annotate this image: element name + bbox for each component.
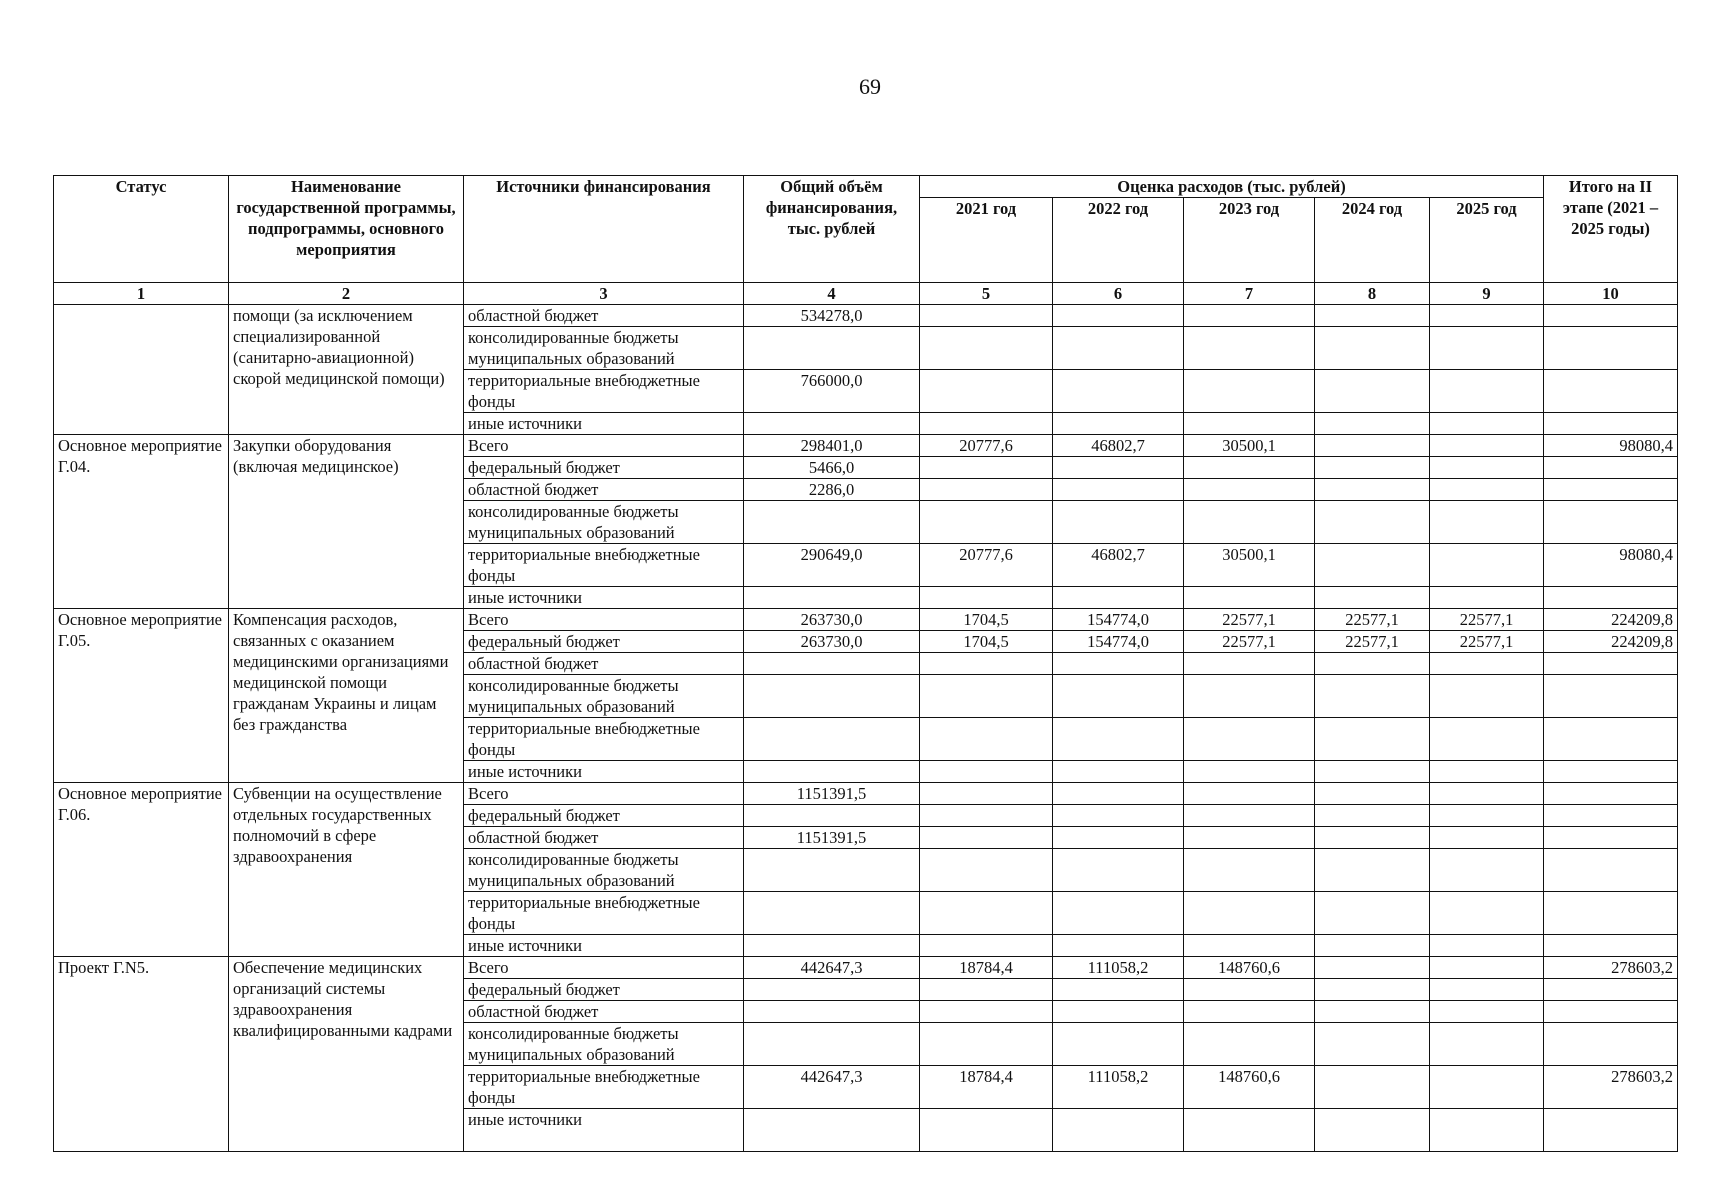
source-cell: иные источники (464, 587, 744, 609)
stage-total-cell (1544, 370, 1678, 413)
stage-total-cell (1544, 1109, 1678, 1152)
header-year-2021: 2021 год (920, 198, 1053, 283)
year-2021-cell (920, 327, 1053, 370)
year-2023-cell (1184, 718, 1315, 761)
stage-total-cell (1544, 892, 1678, 935)
stage-total-cell (1544, 827, 1678, 849)
year-2022-cell (1053, 805, 1184, 827)
program-name-cell: помощи (за исключением специализированной (санитарно-авиационной) скорой медицинской помощи) (229, 305, 464, 435)
year-2024-cell (1315, 805, 1430, 827)
year-2023-cell (1184, 501, 1315, 544)
stage-total-cell (1544, 587, 1678, 609)
year-2023-cell: 148760,6 (1184, 957, 1315, 979)
year-2023-cell (1184, 327, 1315, 370)
year-2023-cell (1184, 979, 1315, 1001)
stage-total-cell (1544, 479, 1678, 501)
year-2023-cell: 30500,1 (1184, 435, 1315, 457)
year-2023-cell (1184, 653, 1315, 675)
year-2025-cell (1430, 587, 1544, 609)
year-2025-cell (1430, 1066, 1544, 1109)
source-cell: консолидированные бюджеты муниципальных образований (464, 501, 744, 544)
year-2024-cell (1315, 457, 1430, 479)
source-cell: областной бюджет (464, 479, 744, 501)
program-name-cell: Компенсация расходов, связанных с оказанием медицинскими организациями медицинской помощи гражданам Украины и лицам без гражданства (229, 609, 464, 783)
year-2021-cell (920, 587, 1053, 609)
year-2021-cell (920, 501, 1053, 544)
stage-total-cell (1544, 805, 1678, 827)
header-estimate: Оценка расходов (тыс. рублей) (920, 176, 1544, 198)
column-number: 4 (744, 283, 920, 305)
stage-total-cell: 278603,2 (1544, 1066, 1678, 1109)
year-2022-cell (1053, 653, 1184, 675)
year-2024-cell: 22577,1 (1315, 631, 1430, 653)
source-cell: консолидированные бюджеты муниципальных образований (464, 1023, 744, 1066)
source-cell: консолидированные бюджеты муниципальных образований (464, 849, 744, 892)
year-2024-cell (1315, 305, 1430, 327)
year-2024-cell (1315, 849, 1430, 892)
year-2023-cell: 22577,1 (1184, 631, 1315, 653)
source-cell: территориальные внебюджетные фонды (464, 718, 744, 761)
source-cell: Всего (464, 957, 744, 979)
stage-total-cell (1544, 675, 1678, 718)
year-2024-cell: 22577,1 (1315, 609, 1430, 631)
column-number: 7 (1184, 283, 1315, 305)
stage-total-cell (1544, 653, 1678, 675)
year-2024-cell (1315, 1066, 1430, 1109)
year-2021-cell (920, 718, 1053, 761)
year-2022-cell (1053, 1001, 1184, 1023)
year-2022-cell (1053, 718, 1184, 761)
year-2025-cell (1430, 935, 1544, 957)
stage-total-cell (1544, 305, 1678, 327)
total-cell: 1151391,5 (744, 783, 920, 805)
page-number: 69 (859, 74, 881, 99)
total-cell (744, 675, 920, 718)
year-2022-cell (1053, 413, 1184, 435)
year-2022-cell (1053, 327, 1184, 370)
year-2022-cell: 154774,0 (1053, 631, 1184, 653)
total-cell (744, 892, 920, 935)
year-2021-cell (920, 305, 1053, 327)
source-cell: федеральный бюджет (464, 457, 744, 479)
year-2023-cell (1184, 370, 1315, 413)
year-2021-cell: 1704,5 (920, 631, 1053, 653)
year-2022-cell (1053, 849, 1184, 892)
year-2021-cell (920, 457, 1053, 479)
year-2021-cell (920, 935, 1053, 957)
year-2022-cell: 111058,2 (1053, 1066, 1184, 1109)
stage-total-cell (1544, 1023, 1678, 1066)
year-2023-cell (1184, 479, 1315, 501)
year-2022-cell (1053, 370, 1184, 413)
year-2024-cell (1315, 544, 1430, 587)
year-2025-cell (1430, 827, 1544, 849)
year-2021-cell: 20777,6 (920, 544, 1053, 587)
stage-total-cell (1544, 501, 1678, 544)
total-cell (744, 979, 920, 1001)
total-cell: 534278,0 (744, 305, 920, 327)
stage-total-cell (1544, 327, 1678, 370)
header-total: Общий объём финансирования, тыс. рублей (744, 176, 920, 283)
source-cell: федеральный бюджет (464, 979, 744, 1001)
header-year-2024: 2024 год (1315, 198, 1430, 283)
year-2025-cell (1430, 305, 1544, 327)
year-2022-cell (1053, 501, 1184, 544)
year-2022-cell (1053, 1023, 1184, 1066)
year-2025-cell (1430, 327, 1544, 370)
stage-total-cell (1544, 1001, 1678, 1023)
year-2022-cell (1053, 979, 1184, 1001)
total-cell: 263730,0 (744, 609, 920, 631)
source-cell: федеральный бюджет (464, 631, 744, 653)
year-2025-cell (1430, 761, 1544, 783)
table-row (54, 783, 1678, 805)
year-2025-cell (1430, 435, 1544, 457)
year-2024-cell (1315, 435, 1430, 457)
stage-total-cell (1544, 783, 1678, 805)
year-2025-cell (1430, 544, 1544, 587)
year-2024-cell (1315, 653, 1430, 675)
year-2023-cell (1184, 849, 1315, 892)
year-2025-cell (1430, 849, 1544, 892)
source-cell: иные источники (464, 1109, 744, 1152)
year-2022-cell: 111058,2 (1053, 957, 1184, 979)
year-2022-cell (1053, 892, 1184, 935)
year-2023-cell (1184, 305, 1315, 327)
column-number-row (54, 283, 1678, 305)
column-number: 3 (464, 283, 744, 305)
year-2023-cell (1184, 1109, 1315, 1152)
source-cell: территориальные внебюджетные фонды (464, 1066, 744, 1109)
year-2024-cell (1315, 479, 1430, 501)
column-number: 1 (54, 283, 229, 305)
stage-total-cell: 224209,8 (1544, 609, 1678, 631)
year-2022-cell (1053, 1109, 1184, 1152)
header-name: Наименование государственной программы, подпрограммы, основного мероприятия (229, 176, 464, 283)
year-2021-cell (920, 675, 1053, 718)
year-2024-cell (1315, 783, 1430, 805)
column-number: 5 (920, 283, 1053, 305)
source-cell: иные источники (464, 413, 744, 435)
year-2022-cell (1053, 675, 1184, 718)
source-cell: иные источники (464, 761, 744, 783)
total-cell (744, 413, 920, 435)
header-stage-total: Итого на II этапе (2021 – 2025 годы) (1544, 176, 1678, 283)
year-2024-cell (1315, 370, 1430, 413)
year-2024-cell (1315, 413, 1430, 435)
source-cell: территориальные внебюджетные фонды (464, 544, 744, 587)
year-2021-cell (920, 479, 1053, 501)
header-sources: Источники финансирования (464, 176, 744, 283)
year-2025-cell (1430, 979, 1544, 1001)
program-name-cell: Обеспечение медицинских организаций системы здравоохранения квалифицированными кадрами (229, 957, 464, 1152)
total-cell: 1151391,5 (744, 827, 920, 849)
year-2025-cell (1430, 957, 1544, 979)
stage-total-cell (1544, 935, 1678, 957)
year-2023-cell (1184, 413, 1315, 435)
year-2024-cell (1315, 675, 1430, 718)
total-cell (744, 1001, 920, 1023)
year-2022-cell (1053, 479, 1184, 501)
program-name-cell: Закупки оборудования (включая медицинское) (229, 435, 464, 609)
total-cell: 298401,0 (744, 435, 920, 457)
year-2025-cell: 22577,1 (1430, 609, 1544, 631)
source-cell: Всего (464, 609, 744, 631)
year-2025-cell (1430, 783, 1544, 805)
year-2025-cell (1430, 653, 1544, 675)
source-cell: федеральный бюджет (464, 805, 744, 827)
source-cell: областной бюджет (464, 827, 744, 849)
source-cell: Всего (464, 435, 744, 457)
total-cell: 766000,0 (744, 370, 920, 413)
year-2023-cell (1184, 675, 1315, 718)
stage-total-cell: 98080,4 (1544, 435, 1678, 457)
total-cell: 442647,3 (744, 1066, 920, 1109)
source-cell: консолидированные бюджеты муниципальных образований (464, 327, 744, 370)
year-2024-cell (1315, 501, 1430, 544)
stage-total-cell (1544, 761, 1678, 783)
year-2025-cell (1430, 457, 1544, 479)
total-cell (744, 849, 920, 892)
stage-total-cell: 224209,8 (1544, 631, 1678, 653)
total-cell (744, 327, 920, 370)
header-status: Статус (54, 176, 229, 283)
year-2025-cell: 22577,1 (1430, 631, 1544, 653)
year-2025-cell (1430, 805, 1544, 827)
year-2024-cell (1315, 892, 1430, 935)
total-cell: 442647,3 (744, 957, 920, 979)
stage-total-cell (1544, 718, 1678, 761)
source-cell: территориальные внебюджетные фонды (464, 370, 744, 413)
total-cell (744, 653, 920, 675)
total-cell: 5466,0 (744, 457, 920, 479)
stage-total-cell: 98080,4 (1544, 544, 1678, 587)
year-2022-cell (1053, 827, 1184, 849)
status-cell: Основное мероприятие Г.06. (54, 783, 229, 957)
year-2022-cell (1053, 761, 1184, 783)
year-2023-cell (1184, 1001, 1315, 1023)
year-2021-cell (920, 1001, 1053, 1023)
year-2023-cell (1184, 457, 1315, 479)
year-2025-cell (1430, 479, 1544, 501)
stage-total-cell (1544, 413, 1678, 435)
year-2021-cell: 18784,4 (920, 957, 1053, 979)
status-cell: Проект Г.N5. (54, 957, 229, 1152)
year-2022-cell (1053, 457, 1184, 479)
total-cell: 263730,0 (744, 631, 920, 653)
year-2022-cell: 46802,7 (1053, 544, 1184, 587)
year-2021-cell (920, 1023, 1053, 1066)
year-2021-cell (920, 653, 1053, 675)
financing-table (53, 175, 1678, 1152)
year-2022-cell (1053, 783, 1184, 805)
year-2024-cell (1315, 935, 1430, 957)
total-cell (744, 1109, 920, 1152)
year-2021-cell: 1704,5 (920, 609, 1053, 631)
year-2021-cell (920, 761, 1053, 783)
stage-total-cell (1544, 979, 1678, 1001)
total-cell (744, 1023, 920, 1066)
year-2024-cell (1315, 957, 1430, 979)
year-2025-cell (1430, 892, 1544, 935)
total-cell (744, 761, 920, 783)
column-number: 9 (1430, 283, 1544, 305)
year-2021-cell (920, 370, 1053, 413)
year-2024-cell (1315, 761, 1430, 783)
year-2021-cell (920, 783, 1053, 805)
stage-total-cell: 278603,2 (1544, 957, 1678, 979)
year-2025-cell (1430, 501, 1544, 544)
year-2025-cell (1430, 413, 1544, 435)
table-row (54, 435, 1678, 457)
year-2023-cell (1184, 587, 1315, 609)
year-2024-cell (1315, 1023, 1430, 1066)
year-2023-cell (1184, 1023, 1315, 1066)
year-2025-cell (1430, 1001, 1544, 1023)
year-2024-cell (1315, 827, 1430, 849)
year-2023-cell: 148760,6 (1184, 1066, 1315, 1109)
year-2023-cell (1184, 783, 1315, 805)
year-2021-cell (920, 849, 1053, 892)
year-2021-cell (920, 413, 1053, 435)
table-row (54, 957, 1678, 979)
year-2021-cell (920, 979, 1053, 1001)
year-2022-cell: 46802,7 (1053, 435, 1184, 457)
total-cell: 290649,0 (744, 544, 920, 587)
total-cell (744, 805, 920, 827)
table-row (54, 305, 1678, 327)
year-2024-cell (1315, 587, 1430, 609)
source-cell: консолидированные бюджеты муниципальных образований (464, 675, 744, 718)
year-2022-cell (1053, 935, 1184, 957)
year-2024-cell (1315, 1001, 1430, 1023)
status-cell (54, 305, 229, 435)
column-number: 2 (229, 283, 464, 305)
year-2023-cell (1184, 761, 1315, 783)
year-2022-cell: 154774,0 (1053, 609, 1184, 631)
year-2023-cell (1184, 805, 1315, 827)
table-row (54, 609, 1678, 631)
stage-total-cell (1544, 849, 1678, 892)
year-2021-cell (920, 827, 1053, 849)
year-2023-cell: 30500,1 (1184, 544, 1315, 587)
status-cell: Основное мероприятие Г.05. (54, 609, 229, 783)
source-cell: областной бюджет (464, 1001, 744, 1023)
total-cell (744, 718, 920, 761)
year-2024-cell (1315, 1109, 1430, 1152)
year-2024-cell (1315, 718, 1430, 761)
column-number: 6 (1053, 283, 1184, 305)
program-name-cell: Субвенции на осуществление отдельных государственных полномочий в сфере здравоохранения (229, 783, 464, 957)
year-2023-cell (1184, 935, 1315, 957)
year-2025-cell (1430, 370, 1544, 413)
year-2021-cell: 20777,6 (920, 435, 1053, 457)
year-2021-cell: 18784,4 (920, 1066, 1053, 1109)
column-number: 10 (1544, 283, 1678, 305)
stage-total-cell (1544, 457, 1678, 479)
total-cell (744, 501, 920, 544)
column-number: 8 (1315, 283, 1430, 305)
year-2025-cell (1430, 1023, 1544, 1066)
year-2021-cell (920, 805, 1053, 827)
year-2025-cell (1430, 675, 1544, 718)
source-cell: областной бюджет (464, 305, 744, 327)
header-year-2023: 2023 год (1184, 198, 1315, 283)
header-year-2025: 2025 год (1430, 198, 1544, 283)
year-2024-cell (1315, 327, 1430, 370)
year-2021-cell (920, 1109, 1053, 1152)
year-2023-cell: 22577,1 (1184, 609, 1315, 631)
year-2025-cell (1430, 1109, 1544, 1152)
source-cell: областной бюджет (464, 653, 744, 675)
year-2024-cell (1315, 979, 1430, 1001)
year-2023-cell (1184, 827, 1315, 849)
total-cell (744, 587, 920, 609)
total-cell: 2286,0 (744, 479, 920, 501)
year-2023-cell (1184, 892, 1315, 935)
header-year-2022: 2022 год (1053, 198, 1184, 283)
year-2022-cell (1053, 587, 1184, 609)
source-cell: территориальные внебюджетные фонды (464, 892, 744, 935)
year-2025-cell (1430, 718, 1544, 761)
year-2022-cell (1053, 305, 1184, 327)
total-cell (744, 935, 920, 957)
source-cell: иные источники (464, 935, 744, 957)
year-2021-cell (920, 892, 1053, 935)
status-cell: Основное мероприятие Г.04. (54, 435, 229, 609)
source-cell: Всего (464, 783, 744, 805)
